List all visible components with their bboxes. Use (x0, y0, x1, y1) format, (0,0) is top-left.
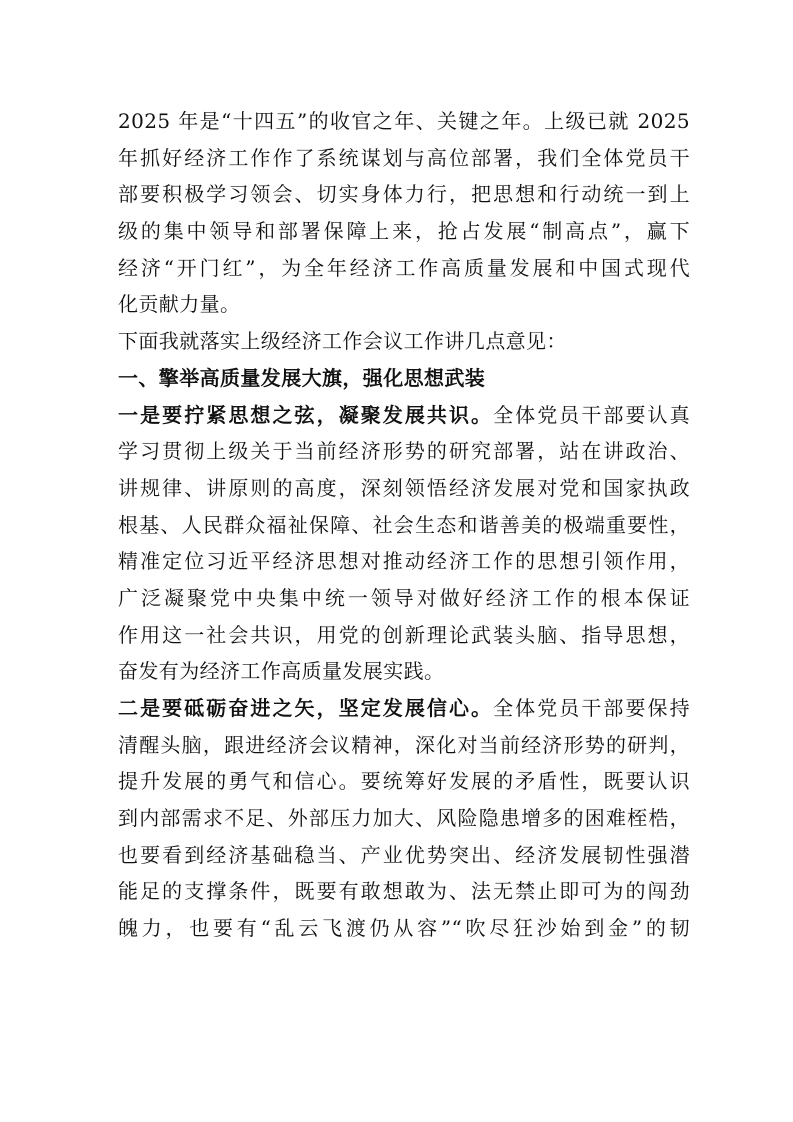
text-line: 奋发有为经济工作高质量发展实践。 (118, 659, 445, 684)
text-line: 讲规律、讲原则的高度，深刻领悟经济发展对党和国家执政 (118, 475, 690, 500)
point-2-paragraph (118, 690, 690, 947)
text-line: 2025 年是“十四五”的收官之年、关键之年。上级已就 2025 (118, 109, 690, 133)
text-line: 部要积极学习领会、切实身体力行，把思想和行动统一到上 (118, 182, 690, 207)
text-line: 经济“开门红”，为全年经济工作高质量发展和中国式现代 (118, 255, 690, 280)
point-2-first-line (118, 690, 690, 727)
text-line: 魄力，也要有“乱云飞渡仍从容”“吹尽狂沙始到金”的韧 (118, 916, 690, 941)
text-line: 化贡献力量。 (118, 292, 241, 317)
text-line: 级的集中领导和部署保障上来，抢占发展“制高点”，赢下 (118, 219, 690, 244)
text-line: 能足的支撑条件，既要有敢想敢为、法无禁止即可为的闯劲 (118, 879, 690, 904)
text-line: 精准定位习近平经济思想对推动经济工作的思想引领作用， (118, 549, 690, 574)
point-1-title: 一是要拧紧思想之弦，凝聚发展共识。 (118, 402, 494, 427)
point-2-first-line-text: 全体党员干部要保持 (493, 696, 690, 720)
intro-paragraph (118, 103, 690, 323)
text-line: 到内部需求不足、外部压力加大、风险隐患增多的困难桎梏， (118, 806, 690, 831)
text-line: 年抓好经济工作作了系统谋划与高位部署，我们全体党员干 (118, 145, 690, 170)
text-line: 作用这一社会共识，用党的创新理论武装头脑、指导思想， (118, 622, 690, 647)
lead-in-paragraph: 下面我就落实上级经济工作会议工作讲几点意见： (118, 329, 567, 354)
text-line: 清醒头脑，跟进经济会议精神，深化对当前经济形势的研判， (118, 732, 690, 757)
point-1-first-line-text: 全体党员干部要认真 (493, 402, 690, 427)
text-line: 广泛凝聚党中央集中统一领导对做好经济工作的根本保证 (118, 585, 690, 610)
point-2-title: 二是要砥砺奋进之矢，坚定发展信心。 (118, 696, 494, 720)
point-1-paragraph (118, 397, 690, 691)
text-line: 学习贯彻上级关于当前经济形势的研究部署，站在讲政治、 (118, 439, 690, 464)
document-body (118, 103, 690, 947)
text-line: 提升发展的勇气和信心。要统筹好发展的矛盾性，既要认识 (118, 769, 690, 794)
point-1-first-line (118, 397, 690, 434)
text-line: 根基、人民群众福祉保障、社会生态和谐善美的极端重要性， (118, 512, 690, 537)
text-line: 也要看到经济基础稳当、产业优势突出、经济发展韧性强潜 (118, 842, 690, 867)
section-heading-1: 一、擎举高质量发展大旗，强化思想武装 (118, 365, 486, 390)
